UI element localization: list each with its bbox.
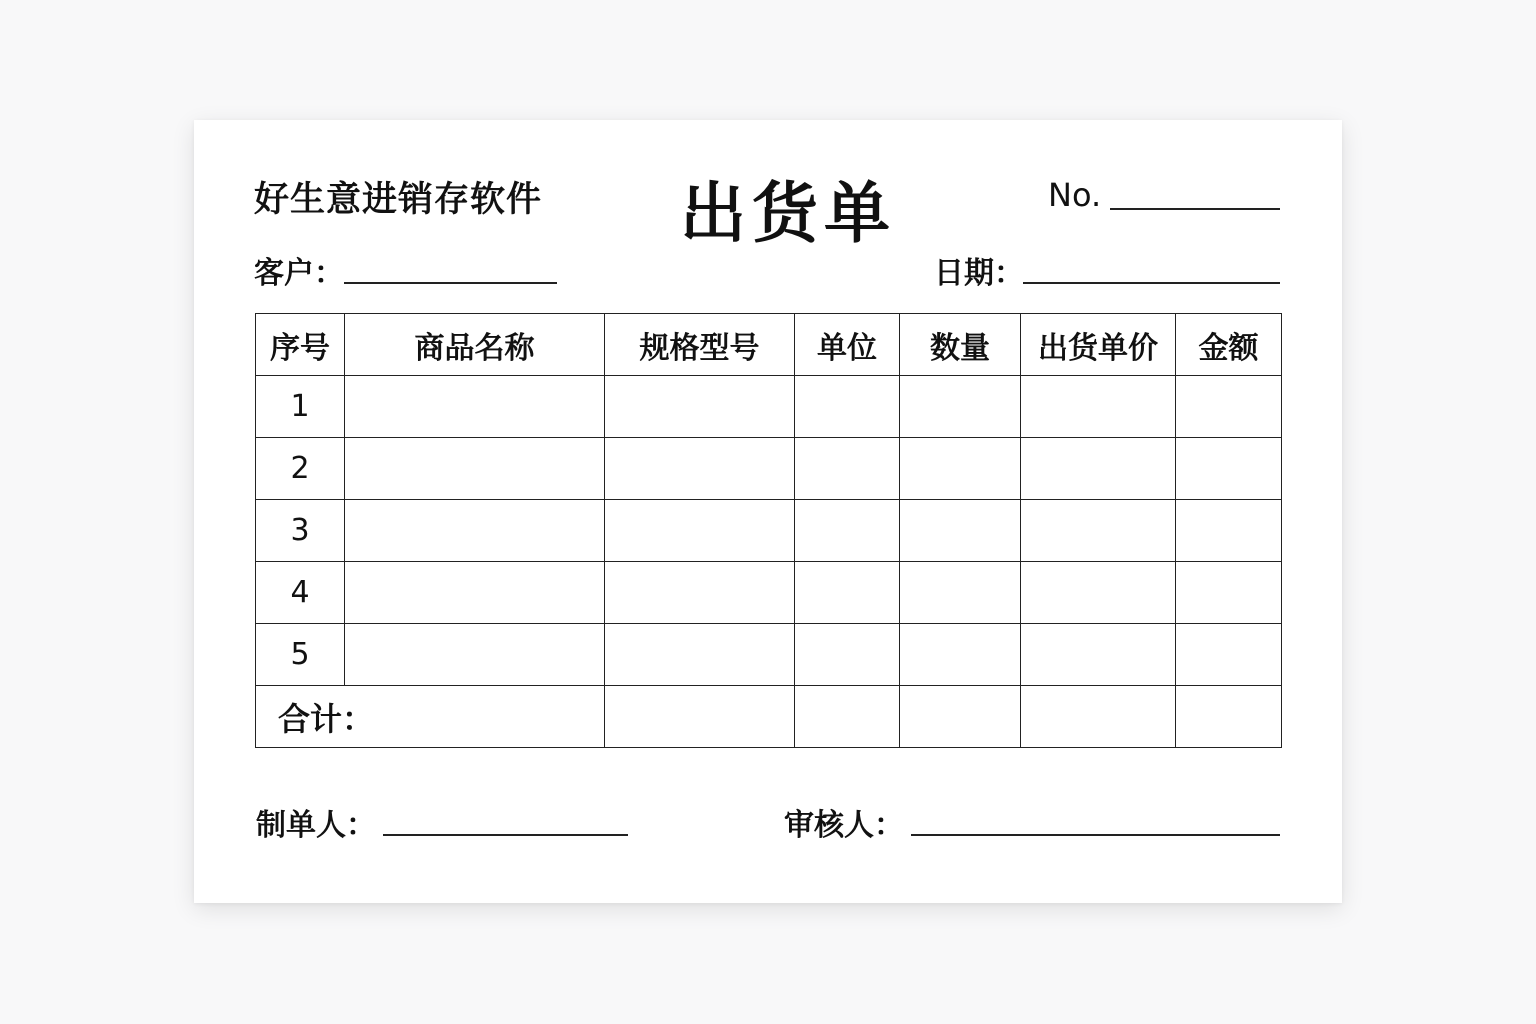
table-header-row	[256, 314, 1282, 376]
cell-product-name[interactable]	[345, 500, 605, 562]
column-header-product-name: 商品名称	[345, 314, 605, 376]
cell-quantity[interactable]	[900, 500, 1021, 562]
cell-amount[interactable]	[1176, 376, 1282, 438]
cell-amount[interactable]	[1176, 500, 1282, 562]
row-index: 3	[256, 500, 345, 562]
total-quantity[interactable]	[900, 686, 1021, 748]
cell-unit-price[interactable]	[1021, 562, 1176, 624]
column-header-index: 序号	[256, 314, 345, 376]
column-header-quantity: 数量	[900, 314, 1021, 376]
total-row	[256, 686, 1282, 748]
cell-unit[interactable]	[795, 438, 900, 500]
cell-product-name[interactable]	[345, 376, 605, 438]
date-label: 日期：	[934, 256, 1024, 291]
customer-label: 客户：	[254, 256, 344, 291]
total-label: 合计：	[256, 686, 605, 748]
cell-spec-model[interactable]	[605, 624, 795, 686]
document-title: 出货单	[680, 175, 896, 252]
total-unit[interactable]	[795, 686, 900, 748]
cell-amount[interactable]	[1176, 438, 1282, 500]
row-index: 5	[256, 624, 345, 686]
cell-amount[interactable]	[1176, 562, 1282, 624]
cell-spec-model[interactable]	[605, 376, 795, 438]
table-row	[256, 500, 1282, 562]
table-row	[256, 562, 1282, 624]
table-row	[256, 624, 1282, 686]
cell-spec-model[interactable]	[605, 500, 795, 562]
row-index: 4	[256, 562, 345, 624]
cell-product-name[interactable]	[345, 562, 605, 624]
cell-amount[interactable]	[1176, 624, 1282, 686]
reviewer-field[interactable]	[911, 834, 1280, 836]
cell-product-name[interactable]	[345, 438, 605, 500]
cell-unit[interactable]	[795, 624, 900, 686]
row-index: 2	[256, 438, 345, 500]
cell-unit-price[interactable]	[1021, 438, 1176, 500]
cell-quantity[interactable]	[900, 376, 1021, 438]
total-spec-model[interactable]	[605, 686, 795, 748]
cell-unit[interactable]	[795, 376, 900, 438]
maker-label: 制单人：	[256, 808, 376, 843]
number-label: No.	[1048, 176, 1102, 214]
reviewer-label: 审核人：	[784, 808, 904, 843]
cell-spec-model[interactable]	[605, 562, 795, 624]
column-header-unit: 单位	[795, 314, 900, 376]
cell-product-name[interactable]	[345, 624, 605, 686]
column-header-amount: 金额	[1176, 314, 1282, 376]
cell-quantity[interactable]	[900, 562, 1021, 624]
cell-unit-price[interactable]	[1021, 500, 1176, 562]
maker-field[interactable]	[383, 834, 628, 836]
customer-field[interactable]	[344, 282, 557, 284]
row-index: 1	[256, 376, 345, 438]
date-field[interactable]	[1023, 282, 1280, 284]
column-header-unit-price: 出货单价	[1021, 314, 1176, 376]
items-table	[255, 313, 1282, 748]
cell-spec-model[interactable]	[605, 438, 795, 500]
table-row	[256, 438, 1282, 500]
total-amount[interactable]	[1176, 686, 1282, 748]
number-field[interactable]	[1110, 208, 1280, 210]
cell-quantity[interactable]	[900, 624, 1021, 686]
cell-unit-price[interactable]	[1021, 376, 1176, 438]
total-unit-price[interactable]	[1021, 686, 1176, 748]
cell-unit[interactable]	[795, 562, 900, 624]
cell-unit[interactable]	[795, 500, 900, 562]
cell-unit-price[interactable]	[1021, 624, 1176, 686]
column-header-spec-model: 规格型号	[605, 314, 795, 376]
table-row	[256, 376, 1282, 438]
company-name: 好生意进销存软件	[254, 180, 543, 220]
delivery-note-sheet	[194, 120, 1342, 903]
cell-quantity[interactable]	[900, 438, 1021, 500]
